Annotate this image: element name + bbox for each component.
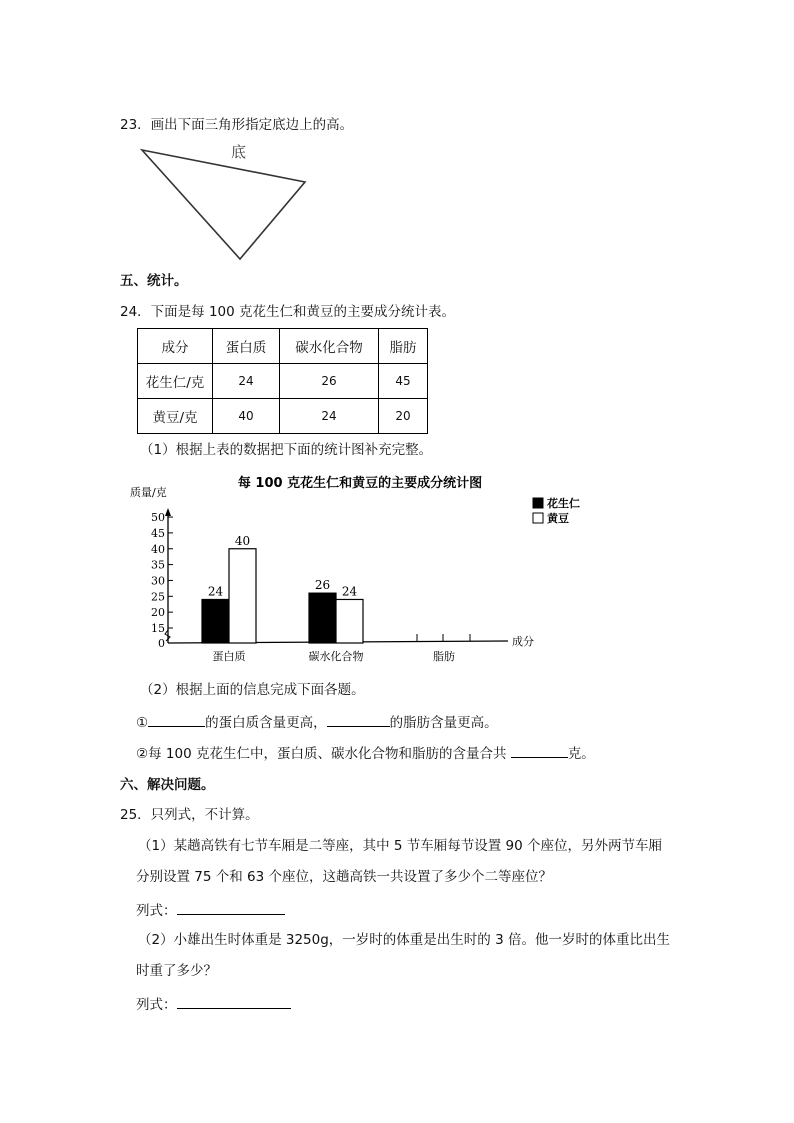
section-6-heading: 六、解决问题。 bbox=[120, 777, 215, 793]
question-23: 23．画出下面三角形指定底边上的高。 bbox=[120, 117, 354, 133]
q25-part2-line1: （2）小雄出生时体重是 3250g，一岁时的体重是出生时的 3 倍。他一岁时的体重比出生 bbox=[138, 932, 670, 948]
table-cell: 20 bbox=[379, 399, 428, 434]
bar-value-label: 26 bbox=[314, 578, 331, 593]
y-tick-label: 15 bbox=[151, 622, 165, 635]
section-5-heading: 五、统计。 bbox=[120, 273, 188, 289]
text: 克。 bbox=[567, 746, 595, 762]
part-2-instruction: （2）根据上面的信息完成下面各题。 bbox=[140, 682, 365, 698]
table-row bbox=[138, 364, 428, 399]
x-axis bbox=[168, 641, 508, 643]
bar-黄豆 bbox=[229, 549, 256, 643]
bar-花生仁 bbox=[202, 599, 229, 643]
answer-blank[interactable] bbox=[177, 994, 291, 1009]
text: 的蛋白质含量更高， bbox=[205, 715, 327, 731]
q25-part1-formula bbox=[136, 900, 285, 920]
q25-part2-formula bbox=[136, 994, 291, 1014]
formula-label: 列式： bbox=[136, 903, 177, 919]
answer-blank[interactable] bbox=[148, 712, 205, 727]
q25-part2-line2: 时重了多少？ bbox=[136, 963, 217, 979]
text: ②每 100 克花生仁中，蛋白质、碳水化合物和脂肪的含量合共 bbox=[136, 746, 507, 762]
question-24-intro: 24．下面是每 100 克花生仁和黄豆的主要成分统计表。 bbox=[120, 304, 456, 320]
legend-label: 花生仁 bbox=[547, 497, 580, 510]
y-tick-label: 35 bbox=[151, 558, 165, 572]
table-cell: 40 bbox=[213, 399, 280, 434]
y-axis-arrow bbox=[165, 508, 171, 516]
legend-swatch bbox=[533, 513, 543, 523]
table-cell: 24 bbox=[280, 399, 379, 434]
table-cell: 45 bbox=[379, 364, 428, 399]
y-tick-label: 30 bbox=[151, 574, 165, 588]
y-axis-label: 质量/克 bbox=[130, 486, 167, 499]
table-header: 成分 bbox=[138, 329, 213, 364]
answer-blank[interactable] bbox=[511, 743, 568, 758]
legend-swatch bbox=[533, 498, 543, 508]
table-header: 蛋白质 bbox=[213, 329, 280, 364]
circled-number-1: ① bbox=[136, 715, 149, 731]
q25-part1-line1: （1）某趟高铁有七节车厢是二等座，其中 5 节车厢每节设置 90 个座位，另外两节车厢 bbox=[138, 838, 663, 854]
x-category-label: 碳水化合物 bbox=[308, 650, 364, 663]
answer-blank[interactable] bbox=[327, 712, 390, 727]
x-axis-label: 成分 bbox=[512, 635, 534, 648]
y-tick-label: 25 bbox=[151, 590, 165, 604]
chart-title: 每 100 克花生仁和黄豆的主要成分统计图 bbox=[237, 476, 483, 491]
table-cell: 26 bbox=[280, 364, 379, 399]
y-tick-label: 40 bbox=[151, 542, 165, 556]
bar-value-label: 24 bbox=[207, 584, 224, 599]
text: 的脂肪含量更高。 bbox=[389, 715, 498, 731]
bar-花生仁 bbox=[309, 593, 336, 643]
triangle bbox=[142, 150, 305, 259]
question-25-intro: 25．只列式，不计算。 bbox=[120, 807, 259, 823]
table-cell: 花生仁/克 bbox=[138, 364, 213, 399]
answer-blank[interactable] bbox=[177, 900, 285, 915]
sub-question-2 bbox=[136, 743, 595, 763]
axis-break bbox=[165, 630, 170, 641]
x-category-label: 蛋白质 bbox=[212, 650, 246, 663]
formula-label: 列式： bbox=[136, 997, 177, 1013]
table-header-row bbox=[138, 329, 428, 364]
y-tick-label: 20 bbox=[151, 606, 165, 620]
part-1-instruction: （1）根据上表的数据把下面的统计图补充完整。 bbox=[140, 442, 433, 458]
bar-value-label: 40 bbox=[234, 533, 251, 548]
nutrition-table bbox=[137, 328, 428, 434]
legend-label: 黄豆 bbox=[547, 512, 569, 525]
table-row bbox=[138, 399, 428, 434]
x-category-label: 脂肪 bbox=[433, 650, 455, 663]
table-header: 脂肪 bbox=[379, 329, 428, 364]
bar-value-label: 24 bbox=[341, 584, 358, 599]
table-header: 碳水化合物 bbox=[280, 329, 379, 364]
table-cell: 24 bbox=[213, 364, 280, 399]
y-tick-label: 50 bbox=[151, 511, 165, 525]
q25-part1-line2: 分别设置 75 个和 63 个座位，这趟高铁一共设置了多少个二等座位？ bbox=[136, 869, 553, 885]
y-tick-label: 45 bbox=[151, 526, 165, 540]
bar-黄豆 bbox=[336, 599, 363, 643]
base-label: 底 bbox=[231, 143, 247, 161]
table-cell: 黄豆/克 bbox=[138, 399, 213, 434]
sub-question-1 bbox=[136, 712, 498, 732]
y-tick-label: 0 bbox=[158, 637, 165, 650]
